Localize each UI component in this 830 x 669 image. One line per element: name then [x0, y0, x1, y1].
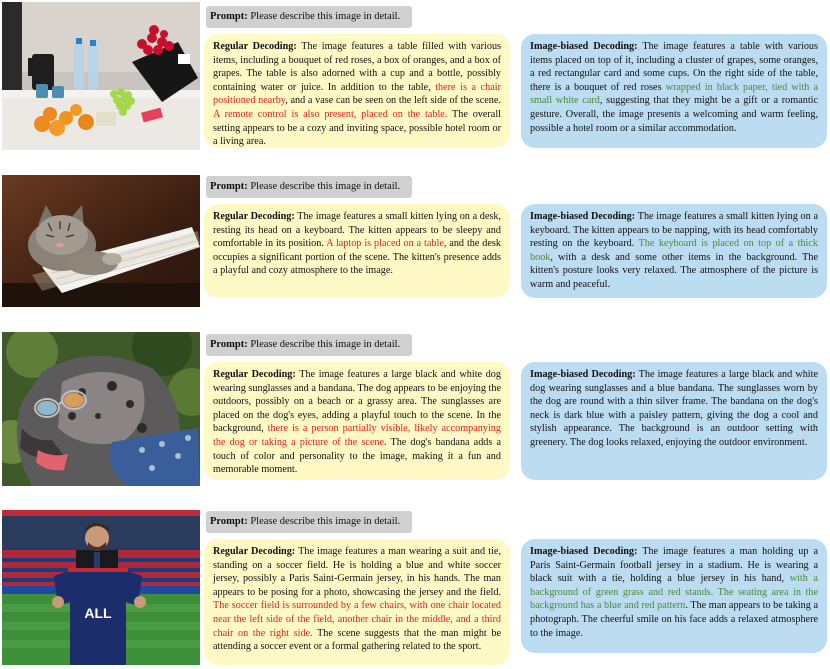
hallucinated-text-span: A laptop is placed on a table [326, 238, 444, 250]
image-biased-decoding-label: Image-biased Decoding: [530, 369, 636, 380]
regular-decoding-box [204, 204, 510, 298]
description-text-span: The image features a man holding up a Paris Saint-Germain football jersey in a stadium. He is wearing a black suit with a tie, holding a blue jersey in his hand, [530, 546, 818, 585]
regular-decoding-label: Regular Decoding: [213, 369, 296, 380]
prompt-box [206, 6, 412, 28]
description-text-span: . The man appears to be taking a photograph. The cheerful smile on his face adds a relaxed atmosphere to the image. [530, 600, 818, 639]
hotel-table-photo [2, 2, 200, 150]
image-biased-decoding-box [521, 362, 827, 480]
description-text-span: , suggesting that they might be a gift or a romantic gesture. Overall, the image presents a welcoming and warm feeling, possible a hotel room or a similar accommodation. [530, 95, 819, 134]
prompt-label: Prompt: [210, 181, 248, 192]
description-text-span: , with a desk and some other items in the background. The kitten's posture looks very relaxed. The atmosphere of the picture is warm and peaceful. [530, 251, 818, 290]
image-biased-decoding-text [530, 211, 818, 290]
description-text-span: The image features a table filled with various items, including a bouquet of red roses, a box of oranges, and a box of grapes. The table is also adorned with a cup and a bottle, possibly containing water or juice. In addition to the table, [213, 41, 502, 93]
regular-decoding-box [204, 539, 510, 665]
hallucinated-text-span: there is a chair positioned nearby [213, 81, 501, 107]
grounded-detail-text-span: The keyboard is placed on top of a thick book [530, 238, 818, 263]
prompt-text: Please describe this image in detail. [250, 516, 401, 527]
prompt-label: Prompt: [210, 339, 248, 350]
kitten-keyboard-photo [2, 175, 200, 307]
image-biased-decoding-text [530, 546, 818, 639]
regular-decoding-label: Regular Decoding: [213, 41, 297, 52]
regular-decoding-label: Regular Decoding: [213, 211, 295, 222]
regular-decoding-box [204, 34, 510, 148]
prompt-text: Please describe this image in detail. [250, 339, 401, 350]
hallucinated-text-span: The soccer field is surrounded by a few chairs, with one chair located near the left side of the field, another chair in the middle, and a third chair on the right side. [213, 600, 501, 639]
stadium-jersey-photo [2, 510, 200, 665]
description-text-span: , and the desk occupies a significant portion of the scene. The kitten's presence adds a playful and cozy atmosphere to the image. [213, 238, 501, 277]
description-text-span: The image features a large black and white dog wearing sunglasses and a blue bandana. The sunglasses worn by the dog are round with a thin silver frame. The bandana on the dog's neck is dark blue with a paisley pattern, giving the dog a cool and stylish appearance. The background is an outdoor setting with greenery. The dog looks relaxed, enjoying the outdoor environment. [530, 369, 818, 448]
description-text-span: The image features a table with various items placed on top of it, including a cluster of grapes, some oranges, a red rectangular card and some cups. On the right side of the table, there is a bouquet of red roses [530, 41, 818, 93]
prompt-box [206, 176, 412, 198]
description-text-span: The image features a large black and white dog wearing sunglasses and a bandana. The dog appears to be enjoying the outdoors, possibly on a beach or a grassy area. The sunglasses are placed on the dog's eyes, adding a playful touch to the scene. In the background, [213, 369, 501, 435]
prompt-box [206, 334, 412, 356]
description-text-span: The overall setting appears to be a cozy and inviting space, possible hotel room or a living area. [213, 108, 501, 148]
prompt-label: Prompt: [210, 11, 248, 22]
prompt-box [206, 511, 412, 533]
dog-sunglasses-photo [2, 332, 200, 486]
prompt-text: Please describe this image in detail. [250, 181, 401, 192]
description-text-span: The image features a small kitten lying on a desk, resting its head on a keyboard. The kitten appears to be sleepy and comfortable in its position. [213, 211, 501, 250]
image-biased-decoding-label: Image-biased Decoding: [530, 41, 638, 52]
regular-decoding-label: Regular Decoding: [213, 546, 296, 557]
description-text-span: The image features a small kitten lying on a keyboard. The kitten appears to be napping, with its head comfortably resting on the keyboard. [530, 211, 818, 250]
jersey-text: ALL [84, 605, 112, 621]
hallucinated-text-span: there is a person partially visible, likely accompanying the dog or taking a picture of the scene [213, 423, 501, 448]
hallucinated-text-span: A remote control is also present, placed on the table. [213, 108, 448, 120]
image-biased-decoding-box [521, 204, 827, 298]
image-biased-decoding-text [530, 369, 818, 448]
description-text-span: The scene suggests that the man might be attending a soccer event or a formal gathering related to the sport. [213, 627, 501, 653]
image-biased-decoding-label: Image-biased Decoding: [530, 211, 636, 222]
image-biased-decoding-box [521, 539, 827, 653]
description-text-span: The image features a man wearing a suit and tie, standing on a soccer field. He is holding a blue and white soccer jersey, possibly a Paris Saint-Germain jersey, in his hands. The man appears to be posing for a photo, showcasing the jersey and the field. [213, 546, 501, 598]
image-biased-decoding-box [521, 34, 827, 148]
image-biased-decoding-label: Image-biased Decoding: [530, 546, 638, 557]
grounded-detail-text-span: with a background of green grass and red stands. The seating area in the background has a blue and red pattern [530, 573, 818, 612]
description-text-span: . The dog's bandana adds a touch of color and personality to the image, making it a fun and memorable moment. [213, 436, 501, 476]
prompt-label: Prompt: [210, 516, 248, 527]
regular-decoding-text [213, 41, 501, 147]
description-text-span: , and a vase can be seen on the left side of the scene. [285, 95, 501, 107]
regular-decoding-text [213, 546, 501, 652]
grounded-detail-text-span: wrapped in black paper, tied with a small white card [530, 81, 819, 107]
regular-decoding-box [204, 362, 510, 480]
image-biased-decoding-text [530, 41, 818, 134]
prompt-text: Please describe this image in detail. [250, 11, 401, 22]
regular-decoding-text [213, 369, 501, 475]
